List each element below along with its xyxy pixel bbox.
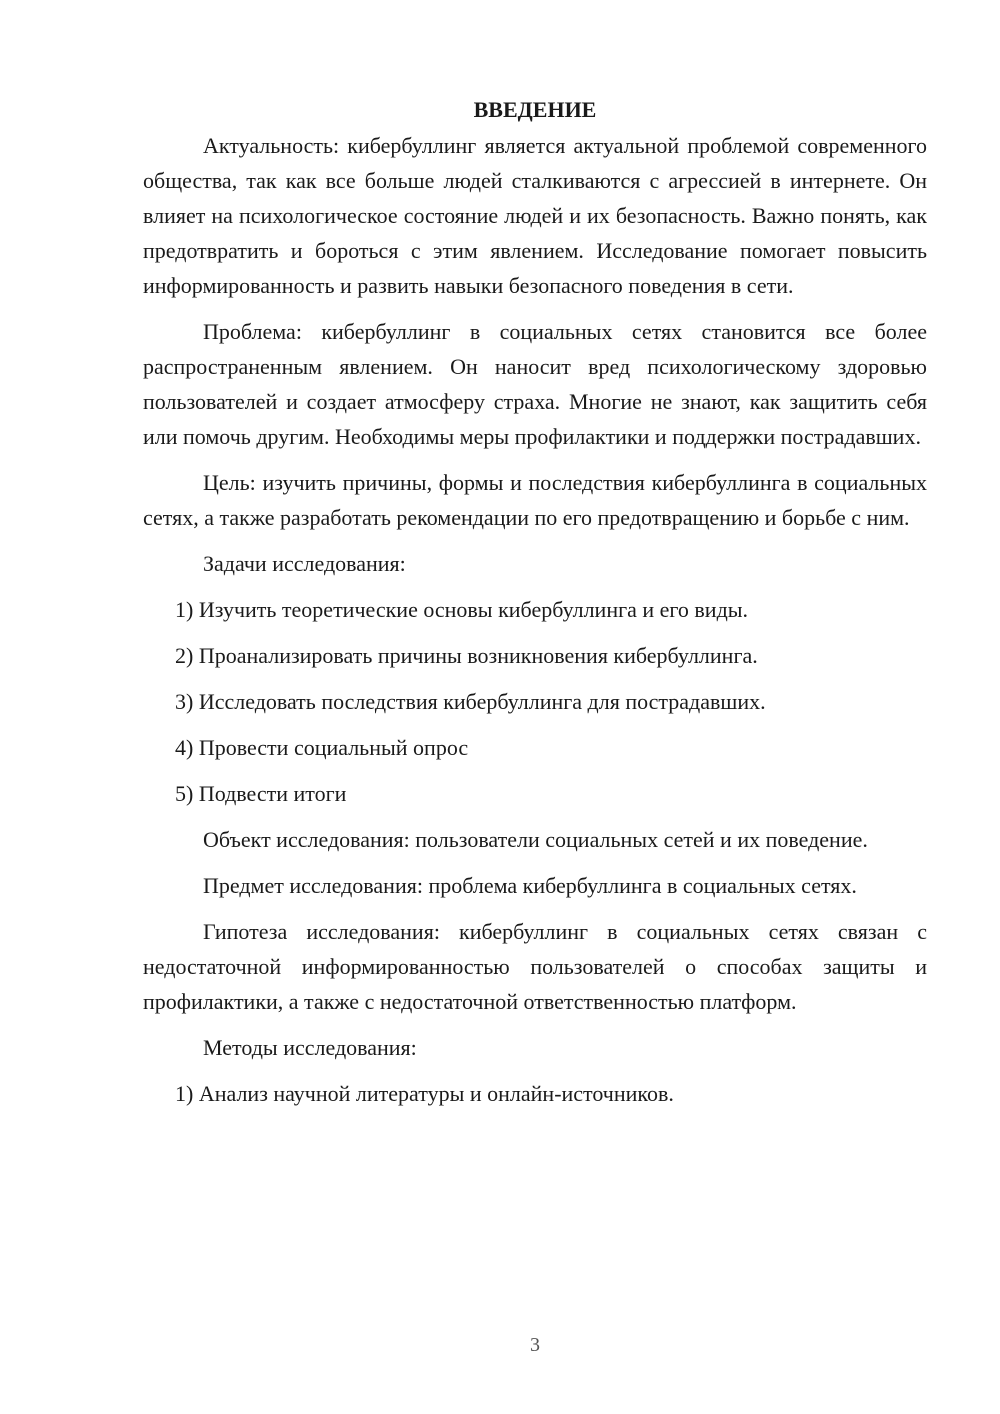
object-paragraph: Объект исследования: пользователи социальных сетей и их поведение. [203, 827, 868, 852]
goal-paragraph: Цель: изучить причины, формы и последствия кибербуллинга в социальных сетях, а также разработать рекомендации по его предотвращению и борьбе с ним. [143, 470, 927, 530]
relevance-paragraph: Актуальность: кибербуллинг является актуальной проблемой современного общества, так как все больше людей сталкиваются с агрессией в интернете. Он влияет на психологическое состояние людей и их безопасность. Важно понять, как предотвратить и бороться с этим явлением. Исследование помогает повысить информированность и развить навыки безопасного поведения в сети. [143, 133, 927, 298]
method-item: 1) Анализ научной литературы и онлайн-источников. [175, 1081, 674, 1106]
methods-list [143, 1076, 927, 1111]
hypothesis-paragraph: Гипотеза исследования: кибербуллинг в социальных сетях связан с недостаточной информированностью пользователей о способах защиты и профилактики, а также с недостаточной ответственностью платформ. [143, 919, 927, 1014]
task-item: 2) Проанализировать причины возникновения кибербуллинга. [175, 643, 758, 668]
tasks-heading: Задачи исследования: [203, 551, 406, 576]
task-item: 1) Изучить теоретические основы кибербуллинга и его виды. [175, 597, 749, 622]
document-page [143, 92, 927, 1122]
subject-paragraph: Предмет исследования: проблема кибербуллинга в социальных сетях. [203, 873, 857, 898]
problem-paragraph: Проблема: кибербуллинг в социальных сетях становится все более распространенным явлением. Он наносит вред психологическому здоровью пользователей и создает атмосферу страха. Многие не знают, как защитить себя или помочь другим. Необходимы меры профилактики и поддержки пострадавших. [143, 319, 927, 449]
page-number: 3 [530, 1334, 540, 1356]
methods-heading: Методы исследования: [203, 1035, 417, 1060]
task-item: 4) Провести социальный опрос [175, 735, 469, 760]
task-item: 3) Исследовать последствия кибербуллинга для пострадавших. [175, 689, 766, 714]
task-item: 5) Подвести итоги [175, 781, 347, 806]
tasks-list [143, 592, 927, 811]
section-title: ВВЕДЕНИЕ [473, 97, 597, 122]
